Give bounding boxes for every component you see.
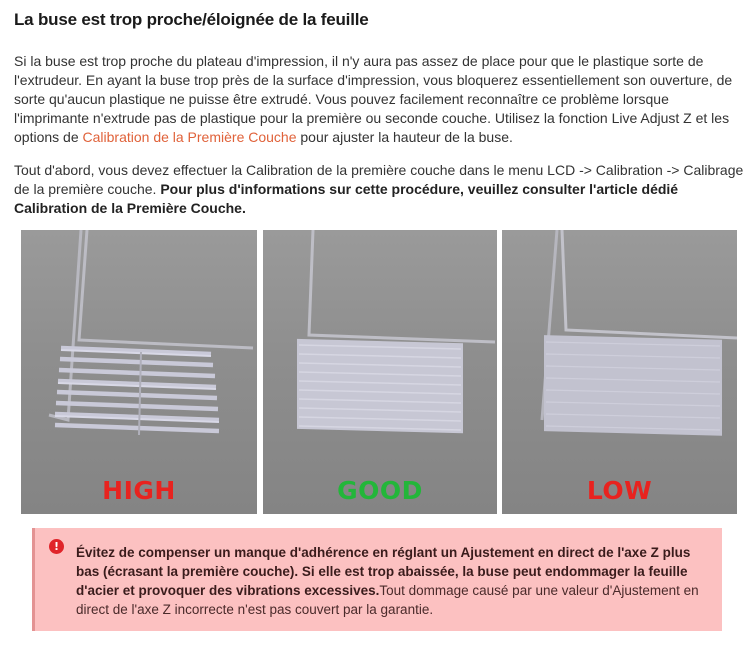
- procedure-period: .: [241, 200, 246, 216]
- alert-bold-text: Évitez de compenser un manque d'adhérence en réglant un Ajustement en direct de l'axe Z plus bas (écrasant la première couche). Si elle est trop abaissée, la buse peut endommager la feuille d'acier et provoquer des vibrations excessives.: [76, 545, 691, 598]
- alert-normal-text: Tout dommage causé par une valeur d'Ajustement en direct de l'axe Z incorrecte n'est pas couvert par la garantie.: [76, 583, 699, 617]
- photo-label-high: HIGH: [102, 476, 176, 505]
- section-heading: La buse est trop proche/éloignée de la feuille: [14, 10, 369, 29]
- intro-paragraph: [14, 52, 744, 147]
- photo-low: [502, 230, 737, 514]
- calibration-photos: [21, 230, 737, 514]
- calibration-link[interactable]: Calibration de la Première Couche: [82, 129, 297, 145]
- photo-label-good: GOOD: [337, 476, 423, 505]
- photo-label-low: LOW: [586, 476, 653, 505]
- procedure-bold-text: Pour plus d'informations sur cette procédure, veuillez consulter l'article dédié: [160, 181, 679, 197]
- alert-text: [76, 543, 716, 619]
- calibration-article-link[interactable]: Calibration de la Première Couche: [14, 200, 242, 216]
- procedure-paragraph: [14, 161, 744, 218]
- procedure-text: Tout d'abord, vous devez effectuer la Calibration de la première couche dans le menu LCD -> Calibration -> Calibrage de la première couche.: [14, 162, 744, 197]
- intro-text-end: pour ajuster la hauteur de la buse.: [296, 129, 513, 145]
- photo-good: [263, 230, 497, 514]
- exclamation-icon: !: [49, 539, 64, 554]
- intro-text: Si la buse est trop proche du plateau d'impression, il n'y aura pas assez de place pour que le plastique sorte de l'extrudeur. En ayant la buse trop près de la surface d'impression, vous bloquerez essentiellement son ouverture, de sorte qu'aucun plastique ne puisse être extrudé. Vous pouvez facilement reconnaître ce problème lorsque l'imprimante n'extrude pas de plastique pour la première ou seconde couche. Utilisez la fonction Live Adjust Z et les options de: [14, 53, 733, 145]
- warning-alert: [32, 528, 722, 631]
- photo-high: [21, 230, 257, 514]
